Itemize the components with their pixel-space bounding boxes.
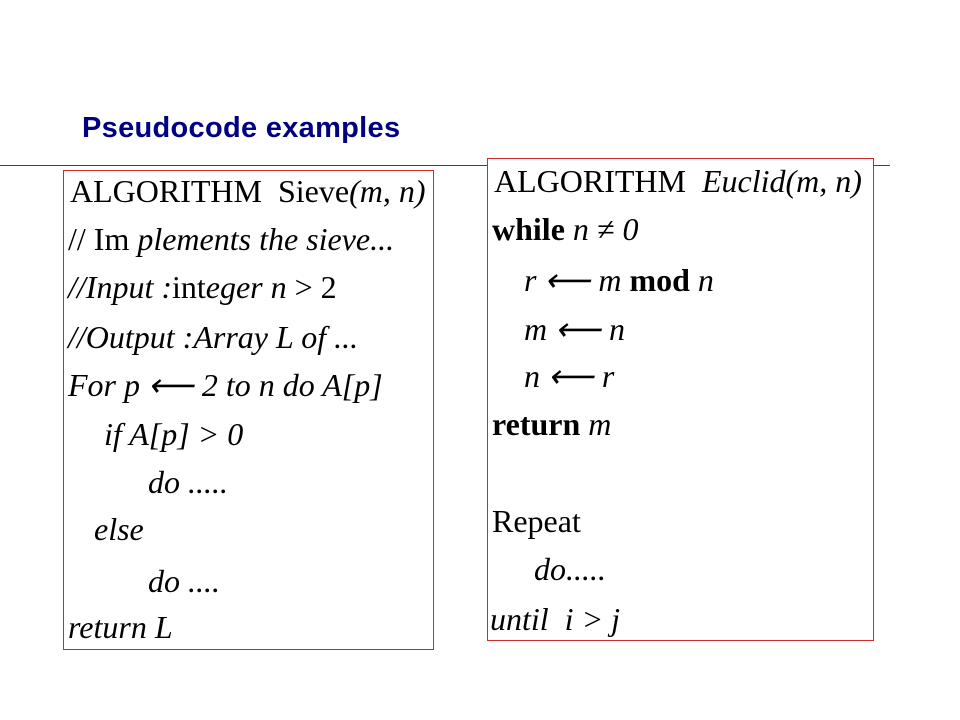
- sieve-line-7: do .....: [148, 464, 228, 500]
- euclid-while-condition: n ≠ 0: [572, 211, 639, 247]
- euclid-line-4: m ⟵ n: [524, 311, 625, 347]
- sieve-line-9: do ....: [148, 563, 220, 599]
- sieve-line-10: return L: [68, 609, 173, 645]
- sieve-pseudocode-box: [63, 170, 434, 650]
- sieve-comment-slashes: //: [68, 221, 86, 257]
- page-title: Pseudocode examples: [82, 112, 401, 144]
- sieve-algorithm-keyword: ALGORITHM: [70, 173, 262, 209]
- euclid-assign-r: r ⟵ m: [524, 262, 622, 298]
- sieve-line-5: For p ⟵ 2 to n do A[p]: [68, 367, 383, 403]
- sieve-line-8: else: [94, 511, 144, 547]
- euclid-return-keyword: return: [492, 406, 581, 442]
- sieve-line-1: [70, 173, 426, 209]
- sieve-input-type-prefix: int: [171, 269, 206, 305]
- sieve-input-type-rest: eger n: [205, 269, 287, 305]
- euclid-pseudocode-box: [487, 158, 874, 641]
- sieve-algorithm-name: Sieve: [277, 173, 350, 209]
- sieve-line-4: //Output :Array L of ...: [68, 319, 359, 355]
- euclid-line-1: [494, 163, 862, 199]
- euclid-mod-keyword: mod: [629, 262, 690, 298]
- sieve-input-condition: > 2: [294, 269, 337, 305]
- euclid-algorithm-keyword: ALGORITHM: [494, 163, 686, 199]
- sieve-comment-text: plements the sieve...: [137, 221, 395, 257]
- euclid-line-9: [490, 601, 620, 637]
- euclid-while-keyword: while: [492, 211, 565, 247]
- euclid-algorithm-args: (m, n): [785, 163, 862, 199]
- euclid-until-keyword: until: [490, 601, 549, 637]
- sieve-line-3: [68, 269, 337, 305]
- euclid-until-condition: i > j: [564, 601, 621, 637]
- euclid-algorithm-name: Euclid: [701, 163, 786, 199]
- euclid-line-3: [524, 262, 714, 298]
- euclid-mod-operand: n: [697, 262, 714, 298]
- euclid-line-8: do.....: [534, 551, 606, 587]
- sieve-line-6: if A[p] > 0: [104, 416, 244, 452]
- euclid-return-value: m: [588, 406, 612, 442]
- euclid-line-5: n ⟵ r: [524, 358, 615, 394]
- sieve-input-label: //Input :: [68, 269, 172, 305]
- sieve-algorithm-args: (m, n): [349, 173, 426, 209]
- sieve-line-2: [68, 221, 394, 257]
- euclid-line-2: [492, 211, 638, 247]
- euclid-line-7: Repeat: [492, 503, 581, 539]
- sieve-comment-prefix: Im: [93, 221, 130, 257]
- euclid-line-6: [492, 406, 611, 442]
